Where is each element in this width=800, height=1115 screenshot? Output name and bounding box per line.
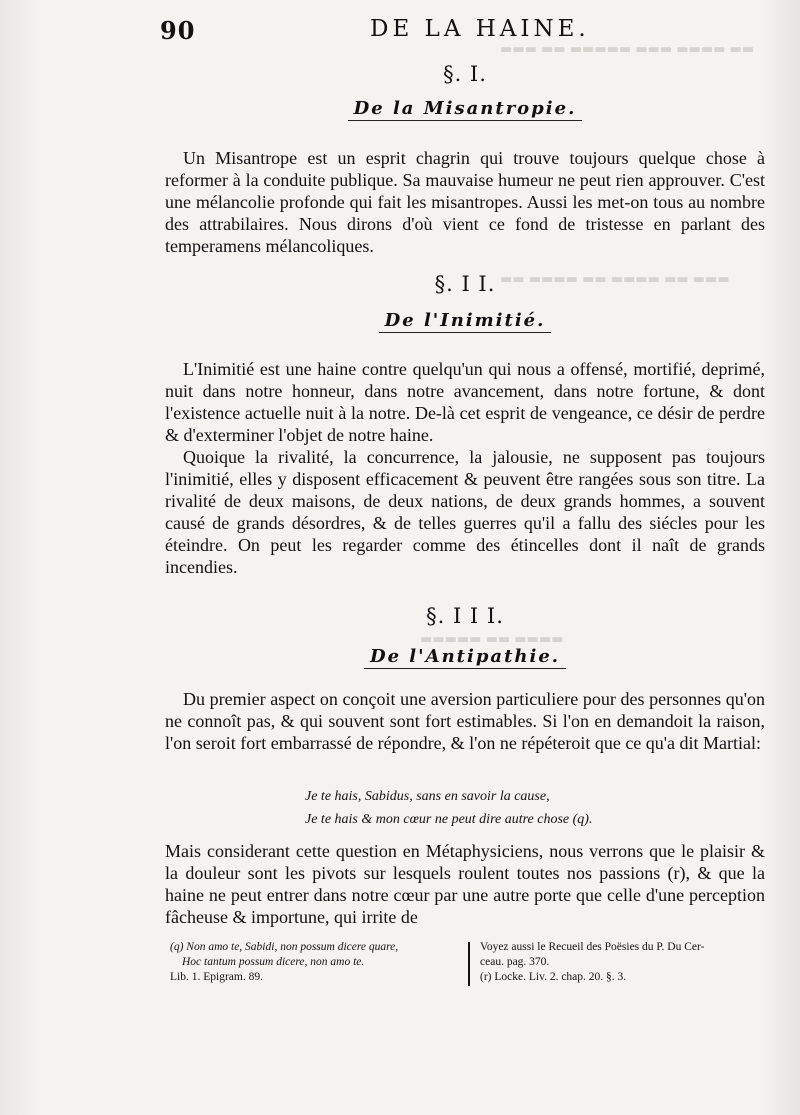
section-title-text: De l'Antipathie. [364,646,566,669]
footnote-line: ceau. pag. 370. [480,956,550,968]
paragraph: Mais considerant cette question en Métaphysiciens, nous verrons que le plaisir & la douleur sont les pivots sur lesquels roulent toutes nos passions (r), & que la haine ne peut entrer dans notre cœur par une autre porte que celle d'une perception fâcheuse & importune, qui irrite de [165,841,765,927]
section-3-body [165,688,765,754]
section-title [165,310,765,331]
paragraph: Quoique la rivalité, la concurrence, la jalousie, ne supposent pas toujours l'inimitié, elles y disposent efficacement & peuvent être rangées sous son titre. La rivalité de deux maisons, de deux nations, de deux grands hommes, a souvent causé de grands désordres, & de telles guerres qu'il a fallu des siécles pour les éteindre. On peut les regarder comme des étincelles dont il naît de grands incendies. [165,447,765,577]
paragraph: Du premier aspect on conçoit une aversion particuliere pour des personnes qu'on ne connoît pas, & qui souvent sont fort estimables. Si l'on en demandoit la raison, l'on seroit fort embarrassé de répondre, & l'on ne répéteroit que ce qu'a dit Martial: [165,689,765,753]
section-number: §. I I I. [426,604,504,628]
paragraph: Un Misantrope est un esprit chagrin qui trouve toujours quelque chose à reformer à la conduite publique. Sa mauvaise humeur ne peut rien approuver. C'est une mélancolie profonde qui fait les misantropes. Aussi les met-on tous au nombre des attrabilaires. Nous dirons d'où vient ce fond de tristesse en parlant des temperamens mélancoliques. [165,148,765,256]
show-through-decoration: ▬▬▬ ▬▬ ▬▬▬▬ ▬▬ ▬▬▬▬ ▬▬ [500,272,730,287]
section-title [165,646,765,667]
footnote-left-column [170,940,462,985]
footnote-divider [468,942,470,986]
show-through-decoration: ▬▬ ▬▬▬▬ ▬▬▬ ▬▬▬▬▬ ▬▬ ▬▬▬ [500,42,755,57]
footnote-right-column [480,940,770,985]
verse-line: Je te hais, Sabidus, sans en savoir la cause, [305,789,550,804]
section-3-heading [165,604,765,667]
section-1-body [165,147,765,257]
running-title: DE LA HAINE. [370,16,590,42]
section-title-text: De la Misantropie. [348,98,583,121]
section-title [165,98,765,119]
verse-line: Je te hais & mon cœur ne peut dire autre chose (q). [305,812,593,827]
section-2-body [165,358,765,578]
footnote-line: Voyez aussi le Recueil des Poësies du P. Du Cer- [480,941,705,953]
section-number: §. I. [443,62,487,86]
show-through-decoration: ▬▬▬▬ ▬▬ ▬▬▬▬▬ [420,632,564,647]
paragraph: L'Inimitié est une haine contre quelqu'un qui nous a offensé, mortifié, deprimé, nuit dans notre honneur, dans notre avancement, dans notre fortune, & dont l'existence actuelle nuit à la notre. De-là cet esprit de vengeance, ce désir de perdre & d'exterminer l'objet de notre haine. [165,359,765,445]
page-number: 90 [160,16,196,45]
footnote-line: Lib. 1. Epigram. 89. [170,971,263,983]
section-2-heading [165,272,765,331]
footnote-line: Hoc tantum possum dicere, non amo te. [182,956,365,968]
verse-quotation [305,785,765,831]
running-head [160,16,760,46]
section-1-heading [165,62,765,119]
footnote-line: (r) Locke. Liv. 2. chap. 20. §. 3. [480,971,627,983]
section-title-text: De l'Inimitié. [379,310,552,333]
section-number: §. I I. [434,272,496,296]
closing-body [165,840,765,928]
footnote-line: (q) Non amo te, Sabidi, non possum dicere quare, [170,941,399,953]
